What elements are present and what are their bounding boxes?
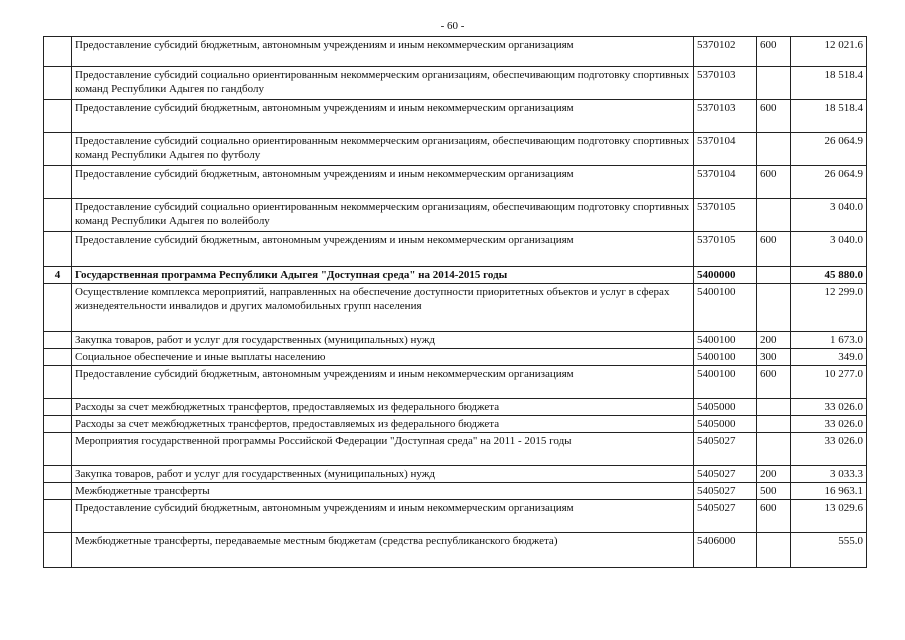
amount-cell: 13 029.6 — [791, 500, 867, 533]
expense-name-cell: Мероприятия государственной программы Российской Федерации "Доступная среда" на 2011 - 2015 годы — [72, 433, 694, 466]
target-article-code-cell: 5405000 — [694, 416, 757, 433]
expense-type-cell: 600 — [757, 166, 791, 199]
target-article-code-cell: 5400000 — [694, 267, 757, 284]
expense-type-cell — [757, 284, 791, 332]
expense-type-cell: 600 — [757, 37, 791, 67]
amount-cell: 3 033.3 — [791, 466, 867, 483]
expense-name-cell: Предоставление субсидий бюджетным, автономным учреждениям и иным некоммерческим организациям — [72, 37, 694, 67]
expense-type-cell: 200 — [757, 332, 791, 349]
expense-type-cell — [757, 199, 791, 232]
amount-cell: 10 277.0 — [791, 366, 867, 399]
row-number-cell: 4 — [44, 267, 72, 284]
target-article-code-cell: 5400100 — [694, 349, 757, 366]
expense-name-cell: Межбюджетные трансферты — [72, 483, 694, 500]
table-row — [44, 466, 867, 483]
row-number-cell — [44, 433, 72, 466]
amount-cell: 3 040.0 — [791, 199, 867, 232]
target-article-code-cell: 5400100 — [694, 332, 757, 349]
expense-name-cell: Осуществление комплекса мероприятий, направленных на обеспечение доступности приоритетных объектов и услуг в сферах жизнедеятельности инвалидов и других маломобильных групп населения — [72, 284, 694, 332]
target-article-code-cell: 5370104 — [694, 166, 757, 199]
expense-type-cell — [757, 399, 791, 416]
amount-cell: 26 064.9 — [791, 166, 867, 199]
expense-type-cell: 600 — [757, 100, 791, 133]
expense-name-cell: Предоставление субсидий социально ориентированным некоммерческим организациям, обеспечивающим подготовку спортивных команд Республики Адыгея по волейболу — [72, 199, 694, 232]
row-number-cell — [44, 37, 72, 67]
table-row — [44, 349, 867, 366]
amount-cell: 33 026.0 — [791, 416, 867, 433]
row-number-cell — [44, 500, 72, 533]
row-number-cell — [44, 416, 72, 433]
expense-type-cell: 500 — [757, 483, 791, 500]
amount-cell: 555.0 — [791, 533, 867, 568]
budget-table-body — [44, 37, 867, 568]
expense-type-cell — [757, 416, 791, 433]
amount-cell: 12 021.6 — [791, 37, 867, 67]
page-number: - 60 - — [440, 20, 465, 32]
expense-type-cell — [757, 533, 791, 568]
row-number-cell — [44, 349, 72, 366]
expense-type-cell — [757, 433, 791, 466]
amount-cell: 26 064.9 — [791, 133, 867, 166]
expense-name-cell: Предоставление субсидий бюджетным, автономным учреждениям и иным некоммерческим организациям — [72, 100, 694, 133]
row-number-cell — [44, 366, 72, 399]
target-article-code-cell: 5405000 — [694, 399, 757, 416]
target-article-code-cell: 5400100 — [694, 366, 757, 399]
target-article-code-cell: 5405027 — [694, 483, 757, 500]
amount-cell: 16 963.1 — [791, 483, 867, 500]
table-row — [44, 232, 867, 267]
table-row — [44, 166, 867, 199]
table-row — [44, 416, 867, 433]
amount-cell: 12 299.0 — [791, 284, 867, 332]
amount-cell: 18 518.4 — [791, 100, 867, 133]
row-number-cell — [44, 483, 72, 500]
amount-cell: 3 040.0 — [791, 232, 867, 267]
table-row — [44, 500, 867, 533]
budget-table — [43, 36, 867, 568]
table-row — [44, 483, 867, 500]
expense-name-cell: Закупка товаров, работ и услуг для государственных (муниципальных) нужд — [72, 332, 694, 349]
expense-type-cell — [757, 267, 791, 284]
expense-name-cell: Закупка товаров, работ и услуг для государственных (муниципальных) нужд — [72, 466, 694, 483]
expense-name-cell: Межбюджетные трансферты, передаваемые местным бюджетам (средства республиканского бюджета) — [72, 533, 694, 568]
row-number-cell — [44, 133, 72, 166]
row-number-cell — [44, 67, 72, 100]
expense-name-cell: Предоставление субсидий бюджетным, автономным учреждениям и иным некоммерческим организациям — [72, 166, 694, 199]
target-article-code-cell: 5405027 — [694, 466, 757, 483]
expense-type-cell: 600 — [757, 366, 791, 399]
row-number-cell — [44, 533, 72, 568]
target-article-code-cell: 5406000 — [694, 533, 757, 568]
expense-name-cell: Предоставление субсидий социально ориентированным некоммерческим организациям, обеспечивающим подготовку спортивных команд Республики Адыгея по гандболу — [72, 67, 694, 100]
amount-cell: 1 673.0 — [791, 332, 867, 349]
table-row — [44, 37, 867, 67]
expense-type-cell — [757, 133, 791, 166]
expense-name-cell: Расходы за счет межбюджетных трансфертов, предоставляемых из федерального бюджета — [72, 399, 694, 416]
target-article-code-cell: 5370105 — [694, 232, 757, 267]
expense-type-cell: 300 — [757, 349, 791, 366]
expense-type-cell: 200 — [757, 466, 791, 483]
expense-type-cell: 600 — [757, 500, 791, 533]
amount-cell: 33 026.0 — [791, 433, 867, 466]
target-article-code-cell: 5400100 — [694, 284, 757, 332]
row-number-cell — [44, 284, 72, 332]
expense-name-cell: Предоставление субсидий бюджетным, автономным учреждениям и иным некоммерческим организациям — [72, 500, 694, 533]
target-article-code-cell: 5370103 — [694, 100, 757, 133]
expense-type-cell: 600 — [757, 232, 791, 267]
amount-cell: 349.0 — [791, 349, 867, 366]
target-article-code-cell: 5405027 — [694, 433, 757, 466]
expense-name-cell: Социальное обеспечение и иные выплаты населению — [72, 349, 694, 366]
row-number-cell — [44, 466, 72, 483]
expense-name-cell: Предоставление субсидий бюджетным, автономным учреждениям и иным некоммерческим организациям — [72, 232, 694, 267]
table-row — [44, 67, 867, 100]
table-row — [44, 267, 867, 284]
row-number-cell — [44, 332, 72, 349]
target-article-code-cell: 5370102 — [694, 37, 757, 67]
table-row — [44, 284, 867, 332]
row-number-cell — [44, 166, 72, 199]
row-number-cell — [44, 100, 72, 133]
amount-cell: 33 026.0 — [791, 399, 867, 416]
target-article-code-cell: 5405027 — [694, 500, 757, 533]
amount-cell: 45 880.0 — [791, 267, 867, 284]
table-row — [44, 199, 867, 232]
target-article-code-cell: 5370104 — [694, 133, 757, 166]
row-number-cell — [44, 399, 72, 416]
table-row — [44, 399, 867, 416]
expense-name-cell: Расходы за счет межбюджетных трансфертов, предоставляемых из федерального бюджета — [72, 416, 694, 433]
amount-cell: 18 518.4 — [791, 67, 867, 100]
table-row — [44, 366, 867, 399]
table-row — [44, 133, 867, 166]
target-article-code-cell: 5370103 — [694, 67, 757, 100]
target-article-code-cell: 5370105 — [694, 199, 757, 232]
expense-type-cell — [757, 67, 791, 100]
table-row — [44, 332, 867, 349]
table-row — [44, 533, 867, 568]
row-number-cell — [44, 232, 72, 267]
expense-name-cell: Предоставление субсидий социально ориентированным некоммерческим организациям, обеспечивающим подготовку спортивных команд Республики Адыгея по футболу — [72, 133, 694, 166]
row-number-cell — [44, 199, 72, 232]
table-row — [44, 433, 867, 466]
expense-name-cell: Предоставление субсидий бюджетным, автономным учреждениям и иным некоммерческим организациям — [72, 366, 694, 399]
table-row — [44, 100, 867, 133]
expense-name-cell: Государственная программа Республики Адыгея "Доступная среда" на 2014-2015 годы — [72, 267, 694, 284]
